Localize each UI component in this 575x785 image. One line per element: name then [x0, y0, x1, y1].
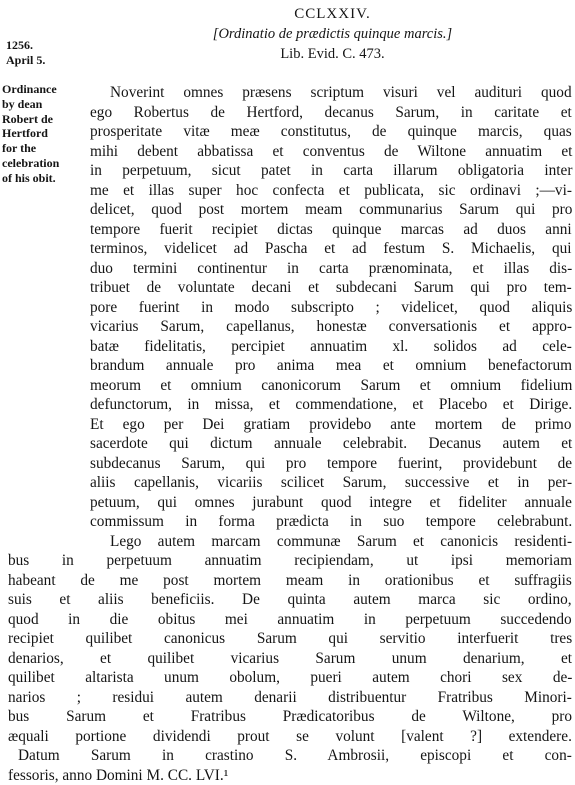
text-line: æquali portione dividendi prout se volunt [valent ?] extendere. — [8, 727, 572, 745]
margin-date — [6, 38, 92, 68]
text-line: defunctorum, in missa, et commendatione, et Placebo et Dirige. — [90, 396, 573, 413]
margin-year: 1256. — [6, 38, 33, 52]
text-line: terminos, videlicet ad Pascha et ad festum S. Michaelis, qui — [90, 240, 572, 257]
text-line: delicet, quod post mortem meam communarius Sarum qui pro — [90, 201, 573, 218]
text-line: habeant de me post mortem meam in orationibus et suffragiis — [8, 571, 572, 589]
text-line: meorum et omnium canonicorum Sarum et omnium fidelium — [90, 376, 573, 394]
charter-title: [Ordinatio de prædictis quinque marcis.] — [212, 26, 453, 42]
text-line: Et ego per Dei gratiam providebo ante mortem de primo — [90, 415, 572, 433]
text-line: subdecanus Sarum, qui pro tempore fuerint, providebunt de — [90, 454, 573, 472]
text-line: petuum, qui omnes jurabunt quod integre et fideliter annuale — [90, 493, 572, 511]
text-line: quod in die obitus mei annuatim in perpetuum succedendo — [8, 610, 572, 628]
text-line: bus Sarum et Fratribus Prædicatoribus de Wiltone, pro — [8, 708, 573, 725]
text-line: duo termini continentur in carta prænominata, et illas dis- — [90, 259, 573, 277]
text-line: tribuet de voluntate decani et subdecani Sarum qui pro tem- — [90, 279, 572, 296]
document-heading — [90, 6, 575, 63]
text-line: Lego autem marcam communæ Sarum et canonicis residenti- — [110, 532, 573, 550]
text-line: Noverint omnes præsens scriptum visuri vel audituri quod — [110, 84, 572, 101]
text-line: quilibet altarista unum obolum, pueri autem chori sex de- — [8, 669, 573, 686]
text-line: tempore fuerit recipiet dictas quinque marcas ad duos anni — [90, 220, 572, 238]
text-line: sacerdote qui dictum annuale celebrabit. Decanus autem et — [90, 435, 573, 452]
text-line: recipiet quilibet canonicus Sarum qui servitio interfuerit tres — [8, 630, 573, 647]
text-line: batæ fidelitatis, percipiet annuatim xl. solidos ad cele- — [90, 337, 572, 355]
margin-note-line: of his obit. — [2, 170, 56, 185]
text-line: aliis capellanis, vicariis scilicet Sarum, successive et in per- — [90, 474, 573, 491]
text-line: in perpetuum, sicut patet in carta illarum obligatoria inter — [90, 162, 573, 179]
text-line: brandum annuale pro anima mea et omnium benefactorum — [90, 357, 573, 374]
margin-note-line: Hertford — [2, 126, 48, 141]
text-line: commissum in forma prædicta in suo tempore celebrabunt. — [90, 513, 573, 530]
text-line: denarios, et quilibet vicarius Sarum unum denarium, et — [8, 649, 573, 667]
text-line: ego Robertus de Hertford, decanus Sarum, in caritate et — [90, 103, 572, 121]
text-line: narios ; residui autem denarii distribuentur Fratribus Minori- — [8, 688, 572, 706]
text-line: vicarius Sarum, capellanus, honestæ conversationis et appro- — [90, 318, 572, 335]
margin-note-line: for the — [2, 141, 37, 156]
text-line: bus in perpetuum annuatim recipiendam, ut ipsi memoriam — [8, 552, 572, 569]
text-line: suis et aliis beneficiis. De quinta autem marca sic ordino, — [8, 591, 572, 608]
margin-note-line: Robert de — [2, 111, 53, 126]
text-line: prosperitate vitæ meæ constitutus, de quinque marcis, quas — [90, 123, 572, 140]
text-line: fessoris, anno Domini M. CC. LVI.¹ — [8, 766, 229, 784]
text-line: me et illas super hoc confecta et publicata, sic ordinavi ;—vi- — [90, 181, 572, 199]
margin-day: April 5. — [6, 53, 46, 67]
text-line: pore fuerint in modo subscripto ; videlicet, quod aliquis — [90, 298, 573, 316]
text-line: mihi debent abbatissa et conventus de Wiltone annuatim et — [90, 142, 573, 160]
margin-note-line: Ordinance — [2, 82, 57, 96]
source-reference: Lib. Evid. C. 473. — [280, 46, 385, 62]
margin-note-line: celebration — [2, 155, 60, 170]
margin-note — [2, 82, 88, 186]
margin-note-line: by dean — [2, 96, 43, 111]
text-line: Datum Sarum in crastino S. Ambrosii, episcopi et con- — [18, 747, 572, 764]
charter-number: CCLXXIV. — [294, 6, 371, 22]
